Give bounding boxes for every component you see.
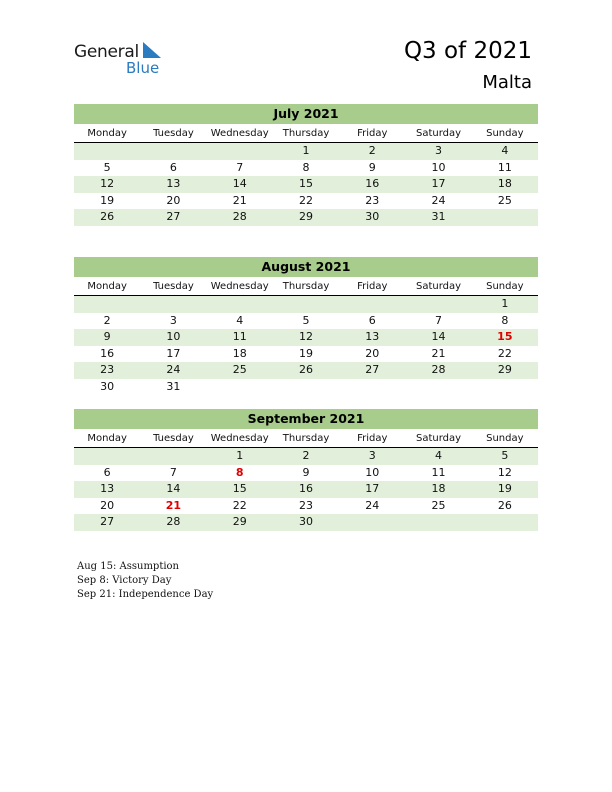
holiday-notes — [77, 560, 213, 602]
day-cell: 24 — [166, 363, 181, 376]
weekday-label: Tuesday — [153, 281, 194, 292]
day-cell: 4 — [501, 144, 509, 157]
day-cell: 4 — [435, 449, 443, 462]
day-cell: 3 — [368, 449, 376, 462]
day-cell: 12 — [100, 177, 115, 190]
logo-blue-text: Blue — [126, 59, 160, 77]
day-cell: 12 — [298, 330, 313, 343]
day-cell: 10 — [431, 160, 446, 174]
day-cell: 29 — [298, 210, 313, 223]
day-cell: 7 — [435, 313, 443, 327]
day-cell: 27 — [365, 363, 380, 376]
day-cell: 30 — [100, 379, 115, 393]
day-cell: 9 — [302, 465, 310, 479]
day-cell: 3 — [435, 144, 443, 157]
day-cell: 22 — [497, 346, 512, 360]
day-cell: 30 — [365, 210, 380, 223]
day-cell — [140, 143, 206, 160]
day-cell: 19 — [100, 193, 115, 207]
month-july — [74, 104, 538, 226]
day-cell: 10 — [166, 330, 181, 343]
holiday-note: Aug 15: Assumption — [77, 561, 180, 572]
day-cell: 19 — [298, 346, 313, 360]
day-cell: 20 — [100, 498, 115, 512]
day-cell: 6 — [103, 465, 111, 479]
weekday-label: Thursday — [282, 433, 330, 444]
day-cell: 23 — [298, 498, 313, 512]
day-cell: 24 — [365, 498, 380, 512]
weekday-label: Sunday — [486, 128, 524, 139]
day-cell: 22 — [298, 193, 313, 207]
day-cell: 25 — [497, 193, 512, 207]
day-cell: 5 — [103, 160, 111, 174]
day-cell: 12 — [497, 465, 512, 479]
day-cell: 23 — [365, 193, 380, 207]
weekday-label: Thursday — [282, 281, 330, 292]
day-cell: 18 — [431, 482, 446, 495]
month-august — [74, 257, 538, 395]
day-cell: 18 — [497, 177, 512, 190]
day-cell — [207, 379, 273, 396]
day-cell: 16 — [100, 346, 115, 360]
day-cell: 2 — [302, 449, 310, 462]
week-row — [74, 514, 538, 531]
day-cell: 13 — [365, 330, 380, 343]
day-cell: 26 — [497, 498, 512, 512]
day-cell — [207, 296, 273, 313]
day-cell — [207, 143, 273, 160]
day-cell: 7 — [236, 160, 244, 174]
day-cell: 22 — [232, 498, 247, 512]
weekday-label: Wednesday — [210, 433, 269, 444]
day-cell: 26 — [100, 210, 115, 223]
week-row — [74, 379, 538, 396]
weekday-label: Tuesday — [153, 433, 194, 444]
weekday-label: Thursday — [282, 128, 330, 139]
day-cell: 17 — [166, 346, 181, 360]
logo-flag-icon — [141, 42, 163, 58]
week-row — [74, 481, 538, 498]
day-cell: 30 — [298, 515, 313, 528]
day-cell: 26 — [298, 363, 313, 376]
day-cell — [472, 209, 538, 226]
day-cell: 11 — [232, 330, 247, 343]
day-cell: 13 — [100, 482, 115, 495]
weekday-header-row — [74, 429, 538, 448]
day-cell: 2 — [368, 144, 376, 157]
month-september — [74, 409, 538, 531]
day-cell — [140, 448, 206, 465]
day-cell: 6 — [169, 160, 177, 174]
country-name: Malta — [482, 72, 532, 93]
day-cell: 1 — [236, 449, 244, 462]
holiday-note: Sep 21: Independence Day — [77, 589, 214, 600]
day-cell — [339, 379, 405, 396]
day-cell: 23 — [100, 363, 115, 376]
week-row — [74, 296, 538, 313]
day-cell — [405, 514, 471, 531]
week-row — [74, 176, 538, 193]
day-cell: 21 — [232, 193, 247, 207]
weekday-label: Saturday — [416, 281, 462, 292]
day-cell: 8 — [302, 160, 310, 174]
day-cell: 11 — [431, 465, 446, 479]
day-cell: 1 — [501, 297, 509, 310]
day-cell: 20 — [365, 346, 380, 360]
day-cell — [405, 296, 471, 313]
day-cell: 14 — [431, 330, 446, 343]
day-cell: 5 — [501, 449, 509, 462]
day-cell: 31 — [431, 210, 446, 223]
day-cell: 14 — [232, 177, 247, 190]
logo-general-text: General — [74, 42, 139, 62]
week-row — [74, 193, 538, 210]
weekday-label: Sunday — [486, 433, 524, 444]
holiday-day-cell: 8 — [235, 465, 244, 479]
weekday-label: Friday — [357, 128, 388, 139]
day-cell: 18 — [232, 346, 247, 360]
day-cell: 24 — [431, 193, 446, 207]
day-cell: 29 — [497, 363, 512, 376]
day-cell: 17 — [365, 482, 380, 495]
weekday-label: Sunday — [486, 281, 524, 292]
day-cell: 3 — [169, 313, 177, 327]
day-cell — [339, 296, 405, 313]
day-cell — [339, 514, 405, 531]
day-cell — [74, 143, 140, 160]
day-cell: 17 — [431, 177, 446, 190]
month-header: September 2021 — [74, 409, 538, 429]
weekday-header-row — [74, 124, 538, 143]
day-cell — [405, 379, 471, 396]
month-header: August 2021 — [74, 257, 538, 277]
day-cell: 28 — [232, 210, 247, 223]
day-cell: 27 — [100, 515, 115, 528]
day-cell: 8 — [501, 313, 509, 327]
week-row — [74, 143, 538, 160]
day-cell: 1 — [302, 144, 310, 157]
weekday-label: Monday — [87, 433, 127, 444]
week-row — [74, 448, 538, 465]
day-cell: 19 — [497, 482, 512, 495]
weekday-label: Saturday — [416, 433, 462, 444]
day-cell — [74, 296, 140, 313]
holiday-note: Sep 8: Victory Day — [77, 575, 172, 586]
day-cell: 31 — [166, 379, 181, 393]
weekday-label: Monday — [87, 281, 127, 292]
day-cell: 14 — [166, 482, 181, 495]
day-cell: 28 — [166, 515, 181, 528]
day-cell: 5 — [302, 313, 310, 327]
quarter-title: Q3 of 2021 — [403, 38, 532, 64]
day-cell — [273, 379, 339, 396]
weekday-label: Tuesday — [153, 128, 194, 139]
day-cell: 16 — [365, 177, 380, 190]
day-cell: 15 — [232, 482, 247, 495]
weekday-header-row — [74, 277, 538, 296]
day-cell: 4 — [236, 313, 244, 327]
day-cell: 15 — [298, 177, 313, 190]
day-cell: 25 — [232, 363, 247, 376]
day-cell: 16 — [298, 482, 313, 495]
weekday-label: Wednesday — [210, 281, 269, 292]
weekday-label: Wednesday — [210, 128, 269, 139]
day-cell: 9 — [368, 160, 376, 174]
day-cell: 27 — [166, 210, 181, 223]
week-row — [74, 465, 538, 482]
day-cell: 11 — [497, 160, 512, 174]
week-row — [74, 209, 538, 226]
weekday-label: Friday — [357, 433, 388, 444]
week-row — [74, 498, 538, 515]
day-cell: 13 — [166, 177, 181, 190]
weekday-label: Friday — [357, 281, 388, 292]
day-cell: 25 — [431, 498, 446, 512]
holiday-day-cell: 21 — [165, 498, 182, 512]
week-row — [74, 346, 538, 363]
day-cell — [140, 296, 206, 313]
week-row — [74, 160, 538, 177]
day-cell: 9 — [103, 330, 111, 343]
week-row — [74, 313, 538, 330]
day-cell — [74, 448, 140, 465]
day-cell: 29 — [232, 515, 247, 528]
day-cell — [472, 514, 538, 531]
day-cell: 10 — [365, 465, 380, 479]
logo — [74, 40, 184, 80]
weekday-label: Saturday — [416, 128, 462, 139]
day-cell: 28 — [431, 363, 446, 376]
day-cell — [472, 379, 538, 396]
day-cell: 6 — [368, 313, 376, 327]
month-header: July 2021 — [74, 104, 538, 124]
holiday-day-cell: 15 — [497, 330, 513, 343]
week-row — [74, 362, 538, 379]
day-cell: 20 — [166, 193, 181, 207]
weekday-label: Monday — [87, 128, 127, 139]
day-cell: 7 — [169, 465, 177, 479]
day-cell: 21 — [431, 346, 446, 360]
week-row — [74, 329, 538, 346]
day-cell — [273, 296, 339, 313]
day-cell: 2 — [103, 313, 111, 327]
